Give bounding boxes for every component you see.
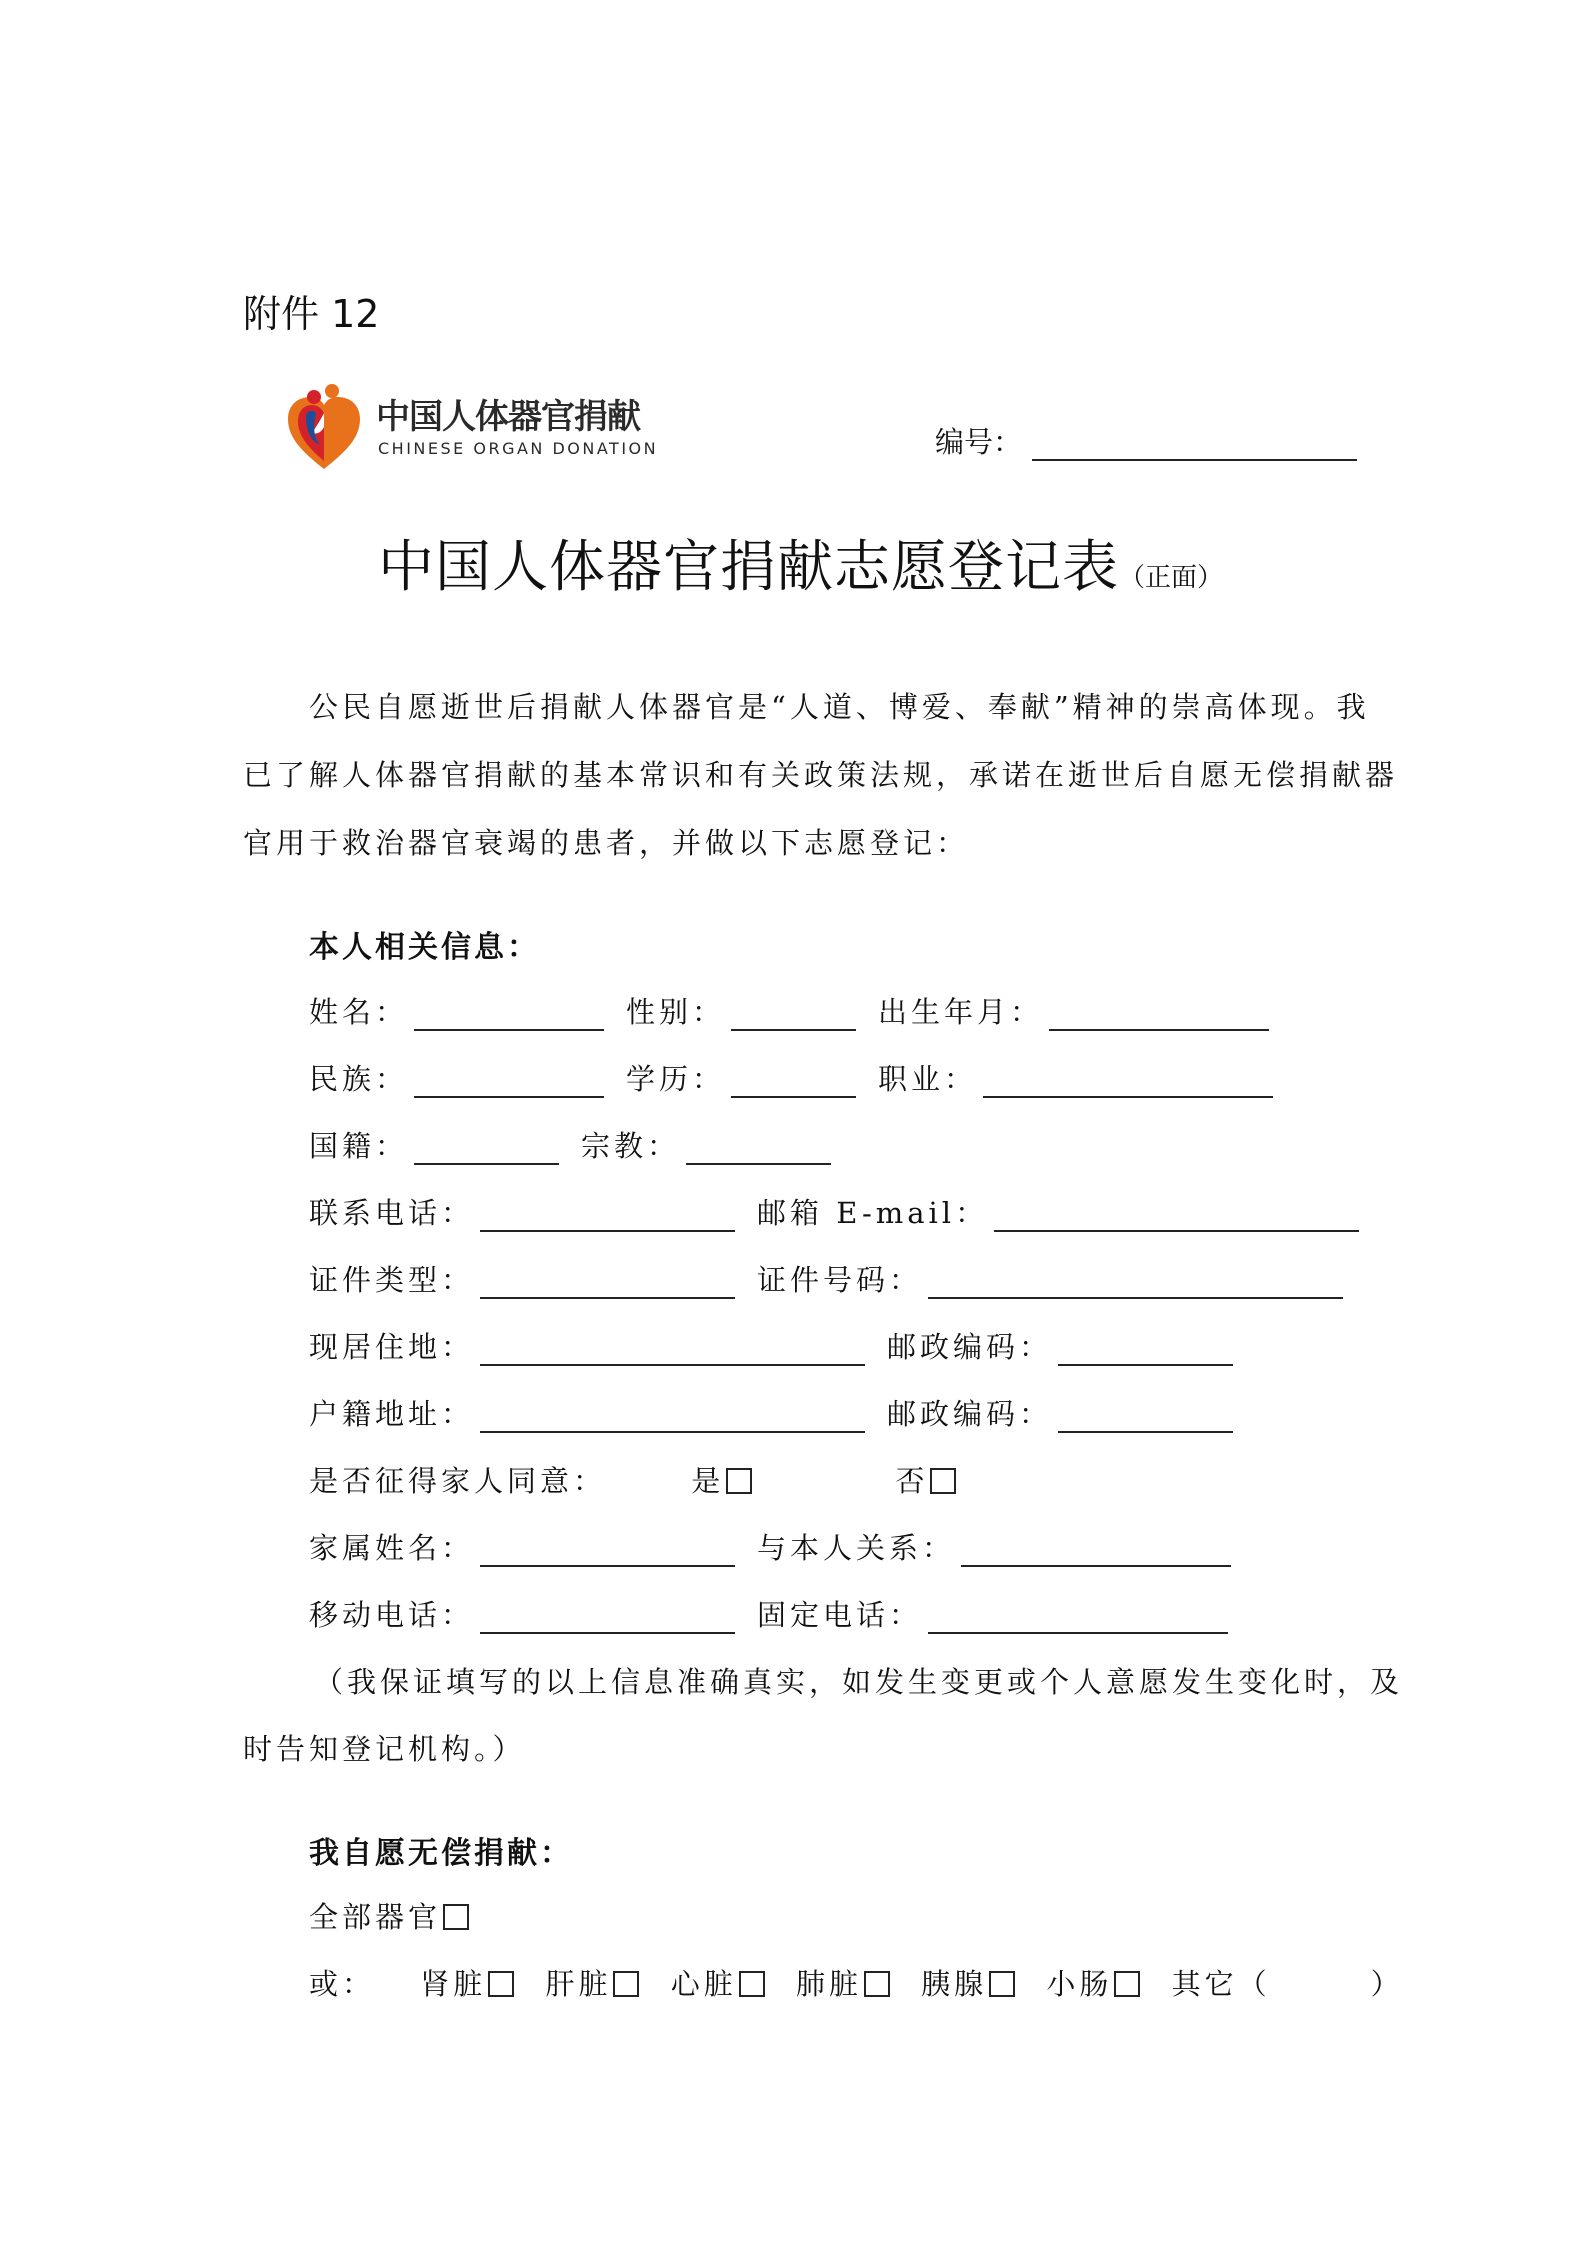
mobile-input[interactable]	[480, 1602, 735, 1634]
mobile-label: 移动电话：	[309, 1598, 475, 1632]
lung-label: 肺脏	[795, 1967, 862, 2001]
id-type-input[interactable]	[480, 1267, 735, 1299]
postcode2-input[interactable]	[1058, 1401, 1233, 1433]
relation-input[interactable]	[961, 1535, 1231, 1567]
form-row-consent	[309, 1459, 956, 1500]
gender-label: 性别：	[626, 995, 726, 1029]
serial-number-field	[935, 420, 1357, 461]
name-label: 姓名：	[309, 995, 409, 1029]
form-row-phones	[309, 1593, 1250, 1634]
residence-input[interactable]	[480, 1334, 865, 1366]
serial-input-line[interactable]	[1032, 429, 1357, 461]
education-input[interactable]	[731, 1066, 856, 1098]
liver-checkbox[interactable]	[613, 1971, 639, 1997]
birth-input[interactable]	[1049, 999, 1269, 1031]
form-row-family	[309, 1526, 1253, 1567]
nationality-label: 国籍：	[309, 1129, 409, 1163]
intro-line-3: 官用于救治器官衰竭的患者，并做以下志愿登记：	[243, 826, 970, 860]
kidney-label: 肾脏	[420, 1967, 487, 2001]
intestine-checkbox[interactable]	[1114, 1971, 1140, 1997]
household-input[interactable]	[480, 1401, 865, 1433]
pancreas-checkbox[interactable]	[989, 1971, 1015, 1997]
form-row-id	[309, 1258, 1365, 1299]
intestine-label: 小肠	[1046, 1967, 1113, 2001]
heart-logo-icon	[284, 383, 364, 473]
consent-yes-label: 是	[691, 1464, 725, 1498]
organ-donation-logo	[284, 383, 684, 473]
postcode-input[interactable]	[1058, 1334, 1233, 1366]
attachment-label: 附件 12	[243, 292, 380, 336]
heart-checkbox[interactable]	[739, 1971, 765, 1997]
ethnic-input[interactable]	[414, 1066, 604, 1098]
form-row-name	[309, 990, 1291, 1031]
household-label: 户籍地址：	[309, 1397, 475, 1431]
all-organs-checkbox[interactable]	[443, 1904, 469, 1930]
ethnic-label: 民族：	[309, 1062, 409, 1096]
postcode-label: 邮政编码：	[887, 1330, 1053, 1364]
intro-line-1: 公民自愿逝世后捐献人体器官是“人道、博爱、奉献”精神的崇高体现。我	[309, 690, 1370, 724]
kidney-checkbox[interactable]	[488, 1971, 514, 1997]
nationality-input[interactable]	[414, 1133, 559, 1165]
note-line-1: （我保证填写的以上信息准确真实，如发生变更或个人意愿发生变化时，及	[314, 1665, 1404, 1699]
family-name-input[interactable]	[480, 1535, 735, 1567]
logo-chinese-text: 中国人体器官捐献	[376, 397, 640, 437]
religion-input[interactable]	[686, 1133, 831, 1165]
form-row-nationality	[309, 1124, 853, 1165]
landline-label: 固定电话：	[757, 1598, 923, 1632]
form-row-ethnic	[309, 1057, 1295, 1098]
logo-english-text: CHINESE ORGAN DONATION	[378, 439, 659, 458]
id-type-label: 证件类型：	[309, 1263, 475, 1297]
religion-label: 宗教：	[581, 1129, 681, 1163]
all-organs-label: 全部器官	[309, 1900, 442, 1934]
phone-label: 联系电话：	[309, 1196, 475, 1230]
note-line-2: 时告知登记机构。）	[243, 1732, 526, 1766]
serial-label: 编号：	[935, 425, 1023, 459]
other-close-label: ）	[1370, 1967, 1404, 2001]
liver-label: 肝脏	[545, 1967, 612, 2001]
donation-organs-row	[309, 1962, 1404, 2003]
email-label: 邮箱 E-mail：	[757, 1196, 989, 1230]
id-number-input[interactable]	[928, 1267, 1343, 1299]
title-side: （正面）	[1119, 563, 1224, 593]
birth-label: 出生年月：	[878, 995, 1044, 1029]
email-input[interactable]	[994, 1200, 1359, 1232]
postcode2-label: 邮政编码：	[887, 1397, 1053, 1431]
title-main: 中国人体器官捐献志愿登记表	[378, 535, 1119, 600]
donation-heading: 我自愿无偿捐献：	[309, 1836, 573, 1871]
intro-line-2: 已了解人体器官捐献的基本常识和有关政策法规，承诺在逝世后自愿无偿捐献器	[243, 758, 1399, 792]
form-row-contact	[309, 1191, 1381, 1232]
page-title	[378, 523, 1223, 603]
consent-no-label: 否	[895, 1464, 929, 1498]
gender-input[interactable]	[731, 999, 856, 1031]
consent-yes-checkbox[interactable]	[726, 1468, 752, 1494]
occupation-input[interactable]	[983, 1066, 1273, 1098]
heart-label: 心脏	[670, 1967, 737, 2001]
name-input[interactable]	[414, 999, 604, 1031]
personal-info-heading: 本人相关信息：	[309, 930, 540, 965]
form-row-residence	[309, 1325, 1255, 1366]
form-row-household	[309, 1392, 1255, 1433]
pancreas-label: 胰腺	[921, 1967, 988, 2001]
consent-label: 是否征得家人同意：	[309, 1464, 607, 1498]
other-open-label: 其它（	[1171, 1967, 1271, 2001]
landline-input[interactable]	[928, 1602, 1228, 1634]
id-number-label: 证件号码：	[757, 1263, 923, 1297]
relation-label: 与本人关系：	[757, 1531, 956, 1565]
phone-input[interactable]	[480, 1200, 735, 1232]
education-label: 学历：	[626, 1062, 726, 1096]
occupation-label: 职业：	[878, 1062, 978, 1096]
residence-label: 现居住地：	[309, 1330, 475, 1364]
donation-all-row	[309, 1895, 469, 1936]
lung-checkbox[interactable]	[864, 1971, 890, 1997]
family-name-label: 家属姓名：	[309, 1531, 475, 1565]
consent-no-checkbox[interactable]	[930, 1468, 956, 1494]
or-label: 或：	[309, 1967, 376, 2001]
